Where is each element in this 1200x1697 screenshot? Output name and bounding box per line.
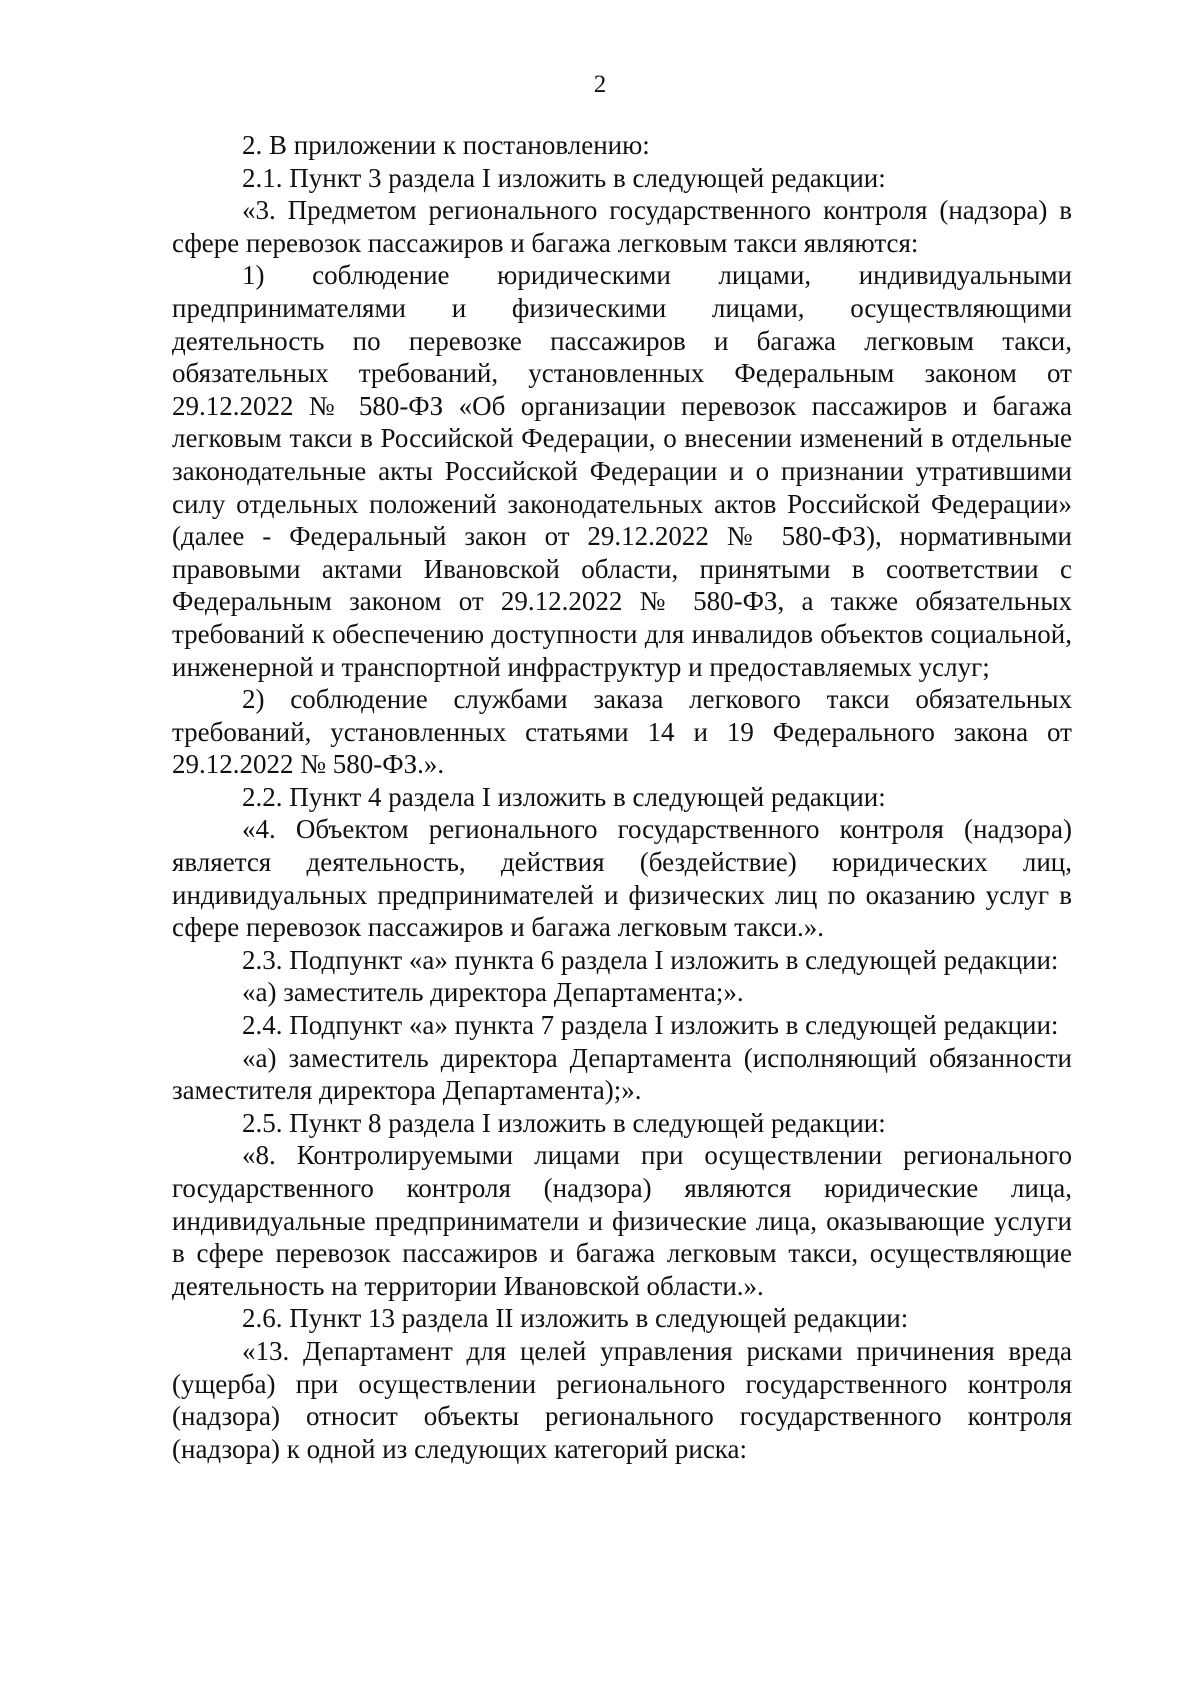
paragraph-2-6: 2.6. Пункт 13 раздела II изложить в следующей редакции: (242, 1303, 909, 1334)
paragraph-quoted-8: «8. Контролируемыми лицами при осуществлении регионального государственного контроля (надзора) являются юридические лица, индивидуальные предприниматели и физические лица, оказывающие услуги в сфере перевозок пассажиров и багажа легковым такси, осуществляющие деятельность на территории Ивановской области.». (172, 1140, 1072, 1301)
paragraph-quoted-6a: «а) заместитель директора Департамента;». (242, 977, 744, 1008)
paragraph-2-3: 2.3. Подпункт «а» пункта 6 раздела I изложить в следующей редакции: (242, 944, 1059, 975)
page-number: 2 (593, 71, 607, 98)
paragraph-2: 2. В приложении к постановлению: (242, 130, 650, 160)
paragraph-quoted-3: «3. Предметом регионального государственного контроля (надзора) в сфере перевозок пассажиров и багажа легковым такси являются: (172, 195, 1072, 258)
paragraph-2-4: 2.4. Подпункт «а» пункта 7 раздела I изложить в следующей редакции: (242, 1010, 1059, 1041)
paragraph-item-2: 2) соблюдение службами заказа легкового такси обязательных требований, установленных статьями 14 и 19 Федерального закона от 29.12.2022 № 580-ФЗ.». (172, 684, 1072, 780)
paragraph-2-1: 2.1. Пункт 3 раздела I изложить в следующей редакции: (242, 162, 886, 193)
paragraph-2-2: 2.2. Пункт 4 раздела I изложить в следующей редакции: (242, 781, 886, 812)
paragraph-2-5: 2.5. Пункт 8 раздела I изложить в следующей редакции: (242, 1107, 886, 1138)
paragraph-quoted-13: «13. Департамент для целей управления рисками причинения вреда (ущерба) при осуществлении регионального государственного контроля (надзора) относит объекты регионального государственного контроля (надзора) к одной из следующих категорий риска: (172, 1335, 1072, 1464)
document-body (172, 129, 1072, 1465)
paragraph-item-1: 1) соблюдение юридическими лицами, индивидуальными предпринимателями и физическими лицами, осуществляющими деятельность по перевозке пассажиров и багажа легковым такси, обязательных требований, установленных Федеральным законом от 29.12.2022 № 580-ФЗ «Об организации перевозок пассажиров и багажа легковым такси в Российской Федерации, о внесении изменений в отдельные законодательные акты Российской Федерации и о признании утратившими силу отдельных положений законодательных актов Российской Федерации» (далее - Федеральный закон от 29.12.2022 № 580-ФЗ), нормативными правовыми актами Ивановской области, принятыми в соответствии с Федеральным законом от 29.12.2022 № 580-ФЗ, а также обязательных требований к обеспечению доступности для инвалидов объектов социальной, инженерной и транспортной инфраструктур и предоставляемых услуг; (172, 260, 1072, 682)
paragraph-quoted-7a: «а) заместитель директора Департамента (исполняющий обязанности заместителя директора Департамента);». (172, 1042, 1072, 1106)
paragraph-quoted-4: «4. Объектом регионального государственного контроля (надзора) является деятельность, действия (бездействие) юридических лиц, индивидуальных предпринимателей и физических лиц по оказанию услуг в сфере перевозок пассажиров и багажа легковым такси.». (172, 814, 1072, 943)
